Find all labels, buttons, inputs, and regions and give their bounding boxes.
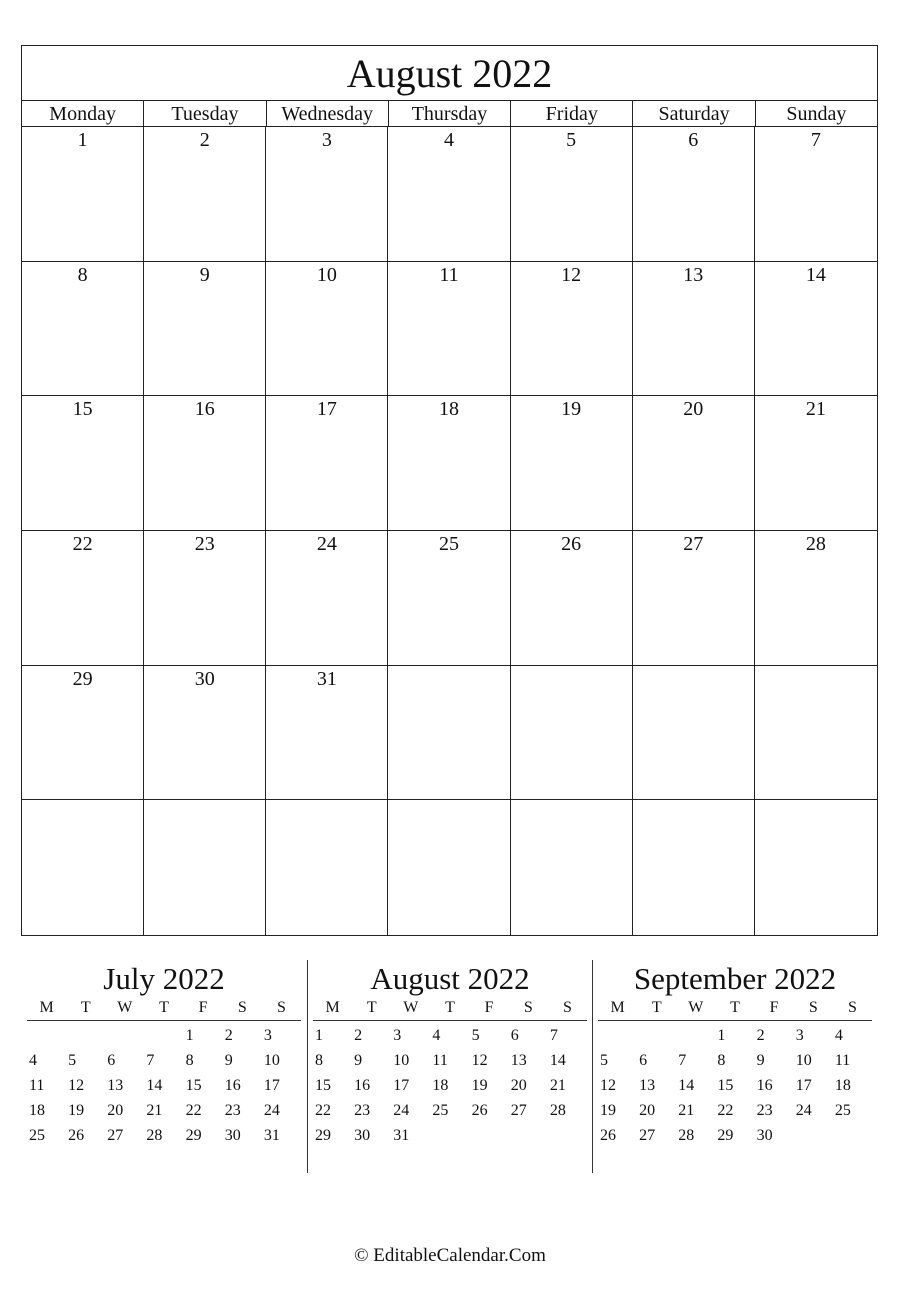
mini-day-number: 4 bbox=[29, 1052, 37, 1069]
mini-day-number bbox=[66, 1023, 105, 1048]
mini-day-number: 3 bbox=[263, 1027, 272, 1044]
day-number: 15 bbox=[72, 398, 93, 421]
mini-day-number: 25 bbox=[432, 1102, 449, 1119]
day-number: 27 bbox=[683, 533, 704, 555]
day-cell bbox=[144, 800, 266, 935]
day-cell bbox=[144, 666, 266, 801]
day-cell bbox=[144, 262, 266, 397]
day-number: 29 bbox=[72, 667, 93, 690]
mini-day-number: 19 bbox=[471, 1077, 488, 1094]
mini-day-number bbox=[27, 1023, 66, 1048]
mini-weekday-label: F bbox=[484, 999, 494, 1016]
mini-day-number: 18 bbox=[29, 1102, 45, 1119]
day-cell bbox=[633, 531, 755, 666]
mini-weekday-label: S bbox=[847, 999, 857, 1016]
mini-day-number: 24 bbox=[393, 1102, 410, 1119]
mini-weekday-label: S bbox=[523, 999, 533, 1016]
mini-day-number: 25 bbox=[834, 1102, 851, 1119]
weekday-label: Thursday bbox=[389, 101, 511, 126]
mini-day-number: 17 bbox=[263, 1077, 280, 1094]
day-number: 19 bbox=[561, 398, 582, 421]
mini-weekday-label: F bbox=[769, 999, 779, 1016]
day-cell bbox=[755, 666, 877, 801]
mini-day-number: 29 bbox=[315, 1127, 331, 1144]
day-cell bbox=[22, 531, 144, 666]
day-cell bbox=[511, 262, 633, 397]
weekday-header-row bbox=[22, 101, 877, 127]
mini-day-number: 23 bbox=[224, 1102, 241, 1119]
mini-weekday-label: S bbox=[808, 999, 818, 1016]
mini-day-number: 19 bbox=[600, 1102, 616, 1119]
mini-day-number: 26 bbox=[68, 1127, 85, 1144]
mini-day-number: 19 bbox=[68, 1102, 85, 1119]
day-cell bbox=[144, 127, 266, 262]
day-cell bbox=[388, 800, 510, 935]
day-cell bbox=[511, 666, 633, 801]
mini-day-number bbox=[548, 1123, 587, 1148]
mini-calendar-title: July 2022 bbox=[103, 961, 225, 996]
mini-day-number: 1 bbox=[185, 1027, 194, 1044]
mini-day-number: 21 bbox=[549, 1077, 566, 1094]
mini-day-number bbox=[833, 1123, 872, 1148]
mini-day-number: 28 bbox=[146, 1127, 163, 1144]
weekday-label: Friday bbox=[511, 101, 633, 126]
mini-weekday-label: W bbox=[403, 999, 419, 1016]
mini-day-number: 3 bbox=[393, 1027, 402, 1044]
day-cell bbox=[22, 800, 144, 935]
day-cell bbox=[266, 127, 388, 262]
weekday-label: Sunday bbox=[786, 103, 847, 125]
mini-day-number: 20 bbox=[510, 1077, 527, 1094]
day-cell bbox=[388, 127, 510, 262]
mini-day-number: 21 bbox=[146, 1102, 163, 1119]
mini-weekday-label: M bbox=[39, 999, 54, 1016]
mini-day-number: 2 bbox=[756, 1027, 765, 1044]
day-number: 6 bbox=[688, 129, 699, 151]
mini-day-number: 4 bbox=[834, 1027, 843, 1044]
mini-day-number bbox=[470, 1123, 509, 1148]
day-cell bbox=[388, 666, 510, 801]
mini-day-number: 11 bbox=[29, 1077, 45, 1094]
mini-day-number: 30 bbox=[224, 1127, 241, 1144]
mini-day-number: 12 bbox=[600, 1077, 616, 1094]
mini-day-number bbox=[105, 1023, 144, 1048]
mini-calendar-next bbox=[598, 960, 872, 1148]
day-number: 14 bbox=[805, 263, 826, 286]
mini-day-number bbox=[598, 1023, 637, 1048]
day-number: 17 bbox=[316, 398, 337, 421]
day-number: 8 bbox=[77, 263, 88, 286]
day-number: 4 bbox=[443, 129, 454, 151]
day-number: 12 bbox=[561, 263, 582, 286]
day-number: 2 bbox=[199, 129, 210, 151]
mini-day-number: 18 bbox=[834, 1077, 851, 1094]
mini-day-number: 26 bbox=[600, 1127, 616, 1144]
weekday-label: Tuesday bbox=[144, 101, 266, 126]
day-cell bbox=[388, 396, 510, 531]
mini-day-number: 10 bbox=[393, 1052, 410, 1069]
mini-day-number: 30 bbox=[756, 1127, 773, 1144]
mini-day-number bbox=[794, 1123, 833, 1148]
mini-day-number: 6 bbox=[107, 1052, 116, 1069]
day-number: 31 bbox=[316, 667, 337, 690]
day-cell bbox=[144, 531, 266, 666]
day-cell bbox=[511, 127, 633, 262]
copyright-footer: © EditableCalendar.Com bbox=[354, 1245, 546, 1266]
mini-day-number: 17 bbox=[795, 1077, 812, 1094]
day-cell bbox=[633, 396, 755, 531]
mini-day-number: 16 bbox=[354, 1077, 371, 1094]
main-calendar bbox=[21, 45, 878, 936]
day-cell bbox=[633, 127, 755, 262]
day-cell bbox=[633, 262, 755, 397]
mini-day-number bbox=[637, 1023, 676, 1048]
mini-day-number: 22 bbox=[315, 1102, 331, 1119]
mini-weekday-label: T bbox=[730, 999, 740, 1016]
mini-weekday-label: T bbox=[159, 999, 169, 1016]
mini-day-number: 12 bbox=[471, 1052, 488, 1069]
mini-day-number: 9 bbox=[756, 1052, 765, 1069]
day-number: 3 bbox=[321, 129, 332, 151]
mini-day-number: 24 bbox=[263, 1102, 280, 1119]
mini-day-number: 1 bbox=[717, 1027, 726, 1044]
mini-day-number: 1 bbox=[315, 1027, 323, 1044]
mini-day-number: 14 bbox=[146, 1077, 163, 1094]
mini-weekday-label: F bbox=[198, 999, 208, 1016]
day-number: 28 bbox=[805, 533, 826, 555]
mini-day-number: 6 bbox=[510, 1027, 519, 1044]
day-cell bbox=[633, 666, 755, 801]
mini-day-number: 22 bbox=[185, 1102, 202, 1119]
mini-weekday-label: M bbox=[610, 999, 625, 1016]
day-number: 22 bbox=[72, 533, 93, 555]
mini-day-number: 5 bbox=[600, 1052, 608, 1069]
mini-day-number: 8 bbox=[315, 1052, 323, 1069]
mini-day-number bbox=[430, 1123, 469, 1148]
mini-weekday-label: T bbox=[366, 999, 377, 1016]
mini-day-number: 15 bbox=[717, 1077, 734, 1094]
day-number: 18 bbox=[438, 398, 459, 421]
mini-weekday-label: T bbox=[651, 999, 662, 1016]
mini-day-grid bbox=[27, 1021, 301, 1148]
weekday-label: Saturday bbox=[633, 101, 755, 126]
mini-day-number: 20 bbox=[639, 1102, 656, 1119]
mini-weekday-label: S bbox=[276, 999, 286, 1016]
mini-day-number: 27 bbox=[510, 1102, 527, 1119]
mini-weekday-header bbox=[27, 998, 301, 1021]
mini-day-number: 20 bbox=[107, 1102, 124, 1119]
day-number: 5 bbox=[566, 129, 577, 151]
mini-day-number: 11 bbox=[834, 1052, 851, 1069]
mini-day-number: 13 bbox=[510, 1052, 527, 1069]
mini-day-number: 27 bbox=[107, 1127, 124, 1144]
mini-day-number: 14 bbox=[678, 1077, 695, 1094]
day-cell bbox=[511, 800, 633, 935]
mini-day-number: 16 bbox=[756, 1077, 773, 1094]
mini-day-number: 15 bbox=[315, 1077, 331, 1094]
mini-weekday-label: T bbox=[445, 999, 455, 1016]
mini-weekday-label: W bbox=[688, 999, 704, 1016]
mini-day-number: 7 bbox=[146, 1052, 155, 1069]
mini-day-number: 10 bbox=[263, 1052, 280, 1069]
mini-calendar-title: September 2022 bbox=[633, 961, 837, 996]
mini-day-number bbox=[676, 1023, 715, 1048]
weekday-label: Wednesday bbox=[267, 101, 389, 126]
mini-day-number bbox=[144, 1023, 183, 1048]
day-number: 23 bbox=[194, 533, 215, 555]
mini-day-number: 22 bbox=[717, 1102, 734, 1119]
day-number: 7 bbox=[810, 129, 821, 151]
day-cell bbox=[22, 127, 144, 262]
day-cell bbox=[266, 531, 388, 666]
mini-day-number: 23 bbox=[756, 1102, 773, 1119]
mini-day-number: 29 bbox=[185, 1127, 202, 1144]
mini-day-number: 26 bbox=[471, 1102, 488, 1119]
mini-weekday-label: T bbox=[80, 999, 91, 1016]
mini-weekday-label: W bbox=[117, 999, 133, 1016]
day-cell bbox=[511, 531, 633, 666]
mini-day-number: 28 bbox=[678, 1127, 695, 1144]
day-cell bbox=[266, 666, 388, 801]
mini-calendar-current bbox=[313, 960, 587, 1148]
mini-calendar-previous bbox=[27, 960, 301, 1148]
mini-day-number: 27 bbox=[639, 1127, 656, 1144]
mini-day-number: 31 bbox=[263, 1127, 280, 1144]
day-cell bbox=[22, 262, 144, 397]
mini-day-number: 11 bbox=[432, 1052, 448, 1069]
mini-day-number: 9 bbox=[354, 1052, 363, 1069]
mini-day-number: 16 bbox=[224, 1077, 241, 1094]
mini-day-number: 8 bbox=[185, 1052, 194, 1069]
mini-separator bbox=[307, 960, 308, 1173]
mini-day-number: 13 bbox=[107, 1077, 124, 1094]
mini-weekday-label: M bbox=[325, 999, 340, 1016]
mini-day-number: 30 bbox=[354, 1127, 371, 1144]
mini-day-number: 2 bbox=[224, 1027, 233, 1044]
mini-day-number: 2 bbox=[354, 1027, 363, 1044]
mini-day-grid bbox=[313, 1021, 587, 1148]
day-cell bbox=[755, 262, 877, 397]
day-number: 30 bbox=[194, 667, 215, 690]
day-cell bbox=[755, 800, 877, 935]
mini-day-number: 31 bbox=[393, 1127, 410, 1144]
day-number: 20 bbox=[683, 398, 704, 421]
mini-day-number: 5 bbox=[68, 1052, 77, 1069]
day-cell bbox=[388, 531, 510, 666]
mini-day-grid bbox=[598, 1021, 872, 1148]
mini-day-number bbox=[509, 1123, 548, 1148]
mini-day-number: 8 bbox=[717, 1052, 726, 1069]
mini-day-number: 25 bbox=[29, 1127, 45, 1144]
day-cell bbox=[755, 127, 877, 262]
mini-day-number: 10 bbox=[795, 1052, 812, 1069]
mini-day-number: 24 bbox=[795, 1102, 812, 1119]
mini-day-number: 29 bbox=[717, 1127, 734, 1144]
mini-day-number: 23 bbox=[354, 1102, 371, 1119]
mini-separator bbox=[592, 960, 593, 1173]
mini-day-number: 17 bbox=[393, 1077, 410, 1094]
day-number: 26 bbox=[561, 533, 582, 555]
day-number: 21 bbox=[805, 398, 826, 421]
mini-weekday-label: S bbox=[562, 999, 572, 1016]
mini-day-number: 13 bbox=[639, 1077, 656, 1094]
day-cell bbox=[22, 396, 144, 531]
day-cell bbox=[755, 531, 877, 666]
mini-day-number: 6 bbox=[639, 1052, 648, 1069]
mini-day-number: 3 bbox=[795, 1027, 804, 1044]
day-cell bbox=[511, 396, 633, 531]
mini-day-number: 18 bbox=[432, 1077, 449, 1094]
mini-day-number: 7 bbox=[549, 1027, 558, 1044]
mini-weekday-header bbox=[598, 998, 872, 1021]
mini-day-number: 15 bbox=[185, 1077, 202, 1094]
day-cell bbox=[388, 262, 510, 397]
day-cell bbox=[144, 396, 266, 531]
mini-day-number: 9 bbox=[224, 1052, 233, 1069]
day-cell bbox=[755, 396, 877, 531]
day-number: 11 bbox=[439, 263, 459, 286]
mini-calendar-title: August 2022 bbox=[370, 961, 530, 996]
day-cell bbox=[22, 666, 144, 801]
day-number: 25 bbox=[438, 533, 459, 555]
day-grid bbox=[22, 127, 877, 935]
weekday-label: Monday bbox=[22, 101, 144, 126]
mini-day-number: 5 bbox=[471, 1027, 480, 1044]
day-number: 24 bbox=[316, 533, 337, 555]
day-number: 10 bbox=[316, 263, 337, 286]
mini-day-number: 4 bbox=[432, 1027, 441, 1044]
day-number: 16 bbox=[194, 398, 215, 421]
day-number: 13 bbox=[683, 263, 704, 286]
main-calendar-title: August 2022 bbox=[22, 46, 877, 101]
day-cell bbox=[266, 396, 388, 531]
mini-day-number: 28 bbox=[549, 1102, 566, 1119]
mini-day-number: 14 bbox=[549, 1052, 566, 1069]
day-number: 1 bbox=[77, 129, 88, 151]
mini-weekday-header bbox=[313, 998, 587, 1021]
mini-day-number: 12 bbox=[68, 1077, 85, 1094]
day-cell bbox=[633, 800, 755, 935]
day-cell bbox=[266, 262, 388, 397]
day-number: 9 bbox=[199, 263, 210, 286]
mini-day-number: 7 bbox=[678, 1052, 687, 1069]
day-cell bbox=[266, 800, 388, 935]
mini-weekday-label: S bbox=[237, 999, 247, 1016]
mini-day-number: 21 bbox=[678, 1102, 695, 1119]
